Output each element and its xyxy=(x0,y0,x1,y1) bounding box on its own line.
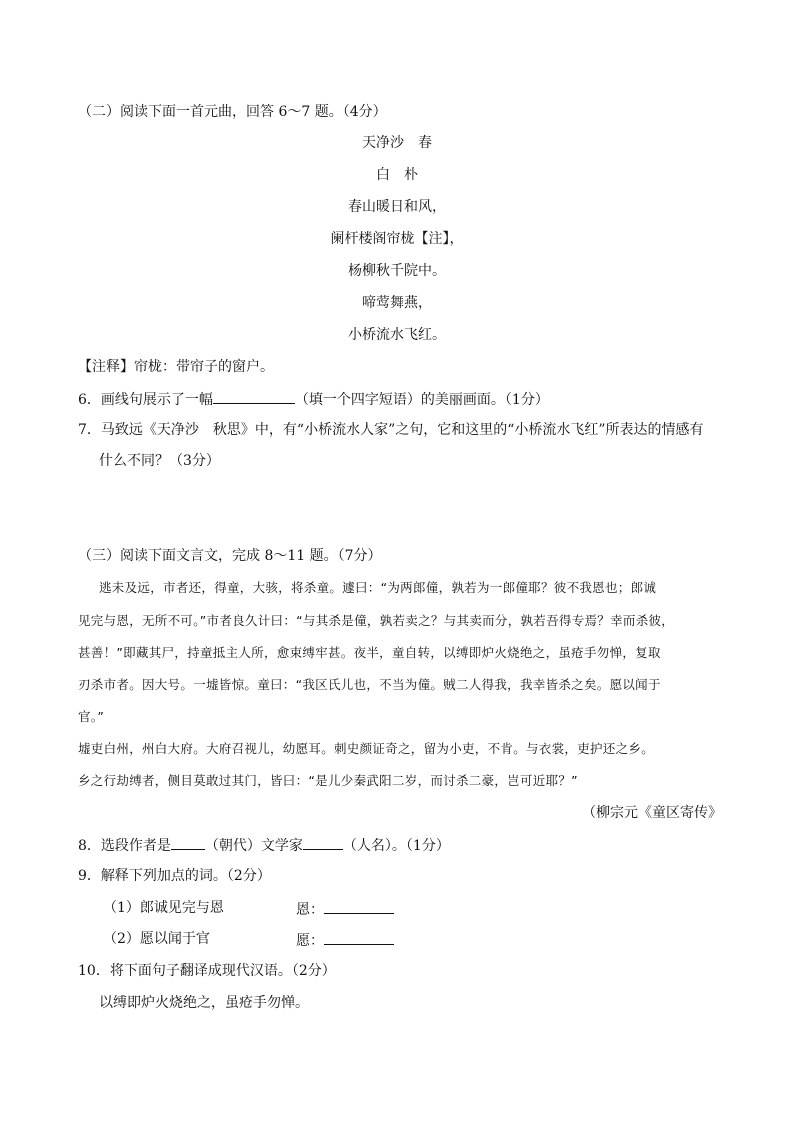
q6-prefix: 6．画线句展示了一幅 xyxy=(78,392,213,408)
poem-line: 杨柳秋千院中。 xyxy=(348,263,446,279)
answer-blank[interactable] xyxy=(213,389,295,404)
q9-item-2-word: 愿： xyxy=(296,933,324,949)
poem-title: 天净沙 春 xyxy=(362,135,432,151)
answer-blank[interactable] xyxy=(303,835,343,850)
section3-header: （三）阅读下面文言文，完成 8～11 题。（7分） xyxy=(78,548,382,564)
passage-line: 刃杀市者。因大号。一墟皆惊。童曰：“我区氏儿也，不当为僮。贼二人得我，我幸皆杀之矣。愿以闻于 xyxy=(78,677,661,692)
poem-line: 小桥流水飞红。 xyxy=(348,327,446,343)
answer-blank[interactable] xyxy=(324,899,394,914)
passage-line: 见完与恩，无所不可。”市者良久计曰：“与其杀是僮，孰若卖之？与其卖而分，孰若吾得专焉？幸而杀彼， xyxy=(78,613,675,628)
poem-note: 【注释】帘栊：带帘子的窗户。 xyxy=(78,359,274,375)
q9-item-1-label: （1）郎诚见完与恩 xyxy=(103,900,224,916)
passage-line: 乡之行劫缚者，侧目莫敢过其门，皆曰：“是儿少秦武阳二岁，而讨杀二豪，岂可近耶？” xyxy=(78,773,578,788)
question-8 xyxy=(78,835,450,855)
q9-item-1-answer xyxy=(296,899,394,919)
q9-item-1-word: 恩： xyxy=(296,902,324,918)
passage-line: 甚善！”即藏其尸，持童抵主人所，愈束缚牢甚。夜半，童自转，以缚即炉火烧绝之，虽疮手勿惮，复取 xyxy=(78,645,661,660)
answer-blank[interactable] xyxy=(171,835,205,850)
q8-middle: （朝代）文学家 xyxy=(204,838,303,854)
q9-item-2-answer xyxy=(296,930,394,950)
q6-suffix: （填一个四字短语）的美丽画面。（1分） xyxy=(294,392,549,408)
section2-header: （二）阅读下面一首元曲，回答 6～7 题。（4分） xyxy=(78,104,387,120)
q8-prefix: 8．选段作者是 xyxy=(78,838,171,854)
poem-line: 阑杆楼阁帘栊【注】， xyxy=(330,231,464,247)
q9-item-2-label: （2）愿以闻于官 xyxy=(103,931,210,947)
question-6 xyxy=(78,389,549,409)
question-7-line1: 7．马致远《天净沙 秋思》中，有“小桥流水人家”之句，它和这里的“小桥流水飞红”所表达的情感有 xyxy=(78,422,704,438)
poem-line: 啼莺舞燕， xyxy=(362,295,432,311)
question-10: 10．将下面句子翻译成现代汉语。（2分） xyxy=(78,963,336,979)
passage-line: 官。” xyxy=(78,709,105,724)
poem-author: 白 朴 xyxy=(376,167,418,183)
passage-line: 墟吏白州，州白大府。大府召视儿，幼愿耳。刺史颜证奇之，留为小吏，不肯。与衣裳，吏护还之乡。 xyxy=(78,741,655,756)
passage-line: 逃未及远，市者还，得童，大骇，将杀童。遽曰：“为两郎僮，孰若为一郎僮耶？彼不我恩也；郎诚 xyxy=(99,580,657,595)
question-9: 9．解释下列加点的词。（2分） xyxy=(78,868,271,884)
question-7-line2: 什么不同？（3分） xyxy=(99,453,220,469)
passage-source: （柳宗元《童区寄传》 xyxy=(582,805,722,821)
q8-suffix: （人名）。（1分） xyxy=(342,838,450,854)
answer-blank[interactable] xyxy=(324,930,394,945)
poem-line: 春山暖日和风， xyxy=(348,199,446,215)
question-10-sentence: 以缚即炉火烧绝之，虽疮手勿惮。 xyxy=(99,995,309,1011)
